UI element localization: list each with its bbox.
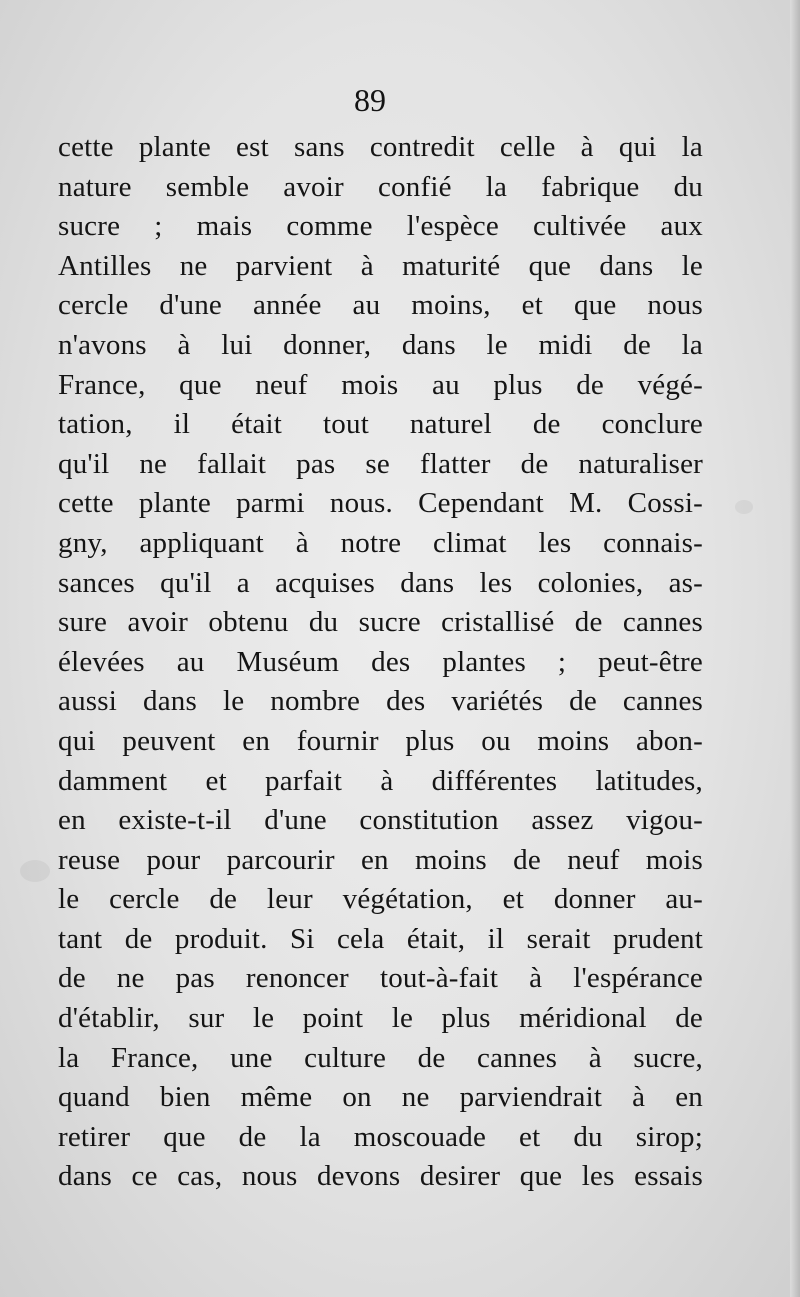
- paper-smudge: [735, 500, 753, 514]
- text-line: reuse pour parcourir en moins de neuf mois: [58, 843, 703, 876]
- paper-smudge: [20, 860, 50, 882]
- text-line: élevées au Muséum des plantes ; peut-être: [58, 645, 703, 678]
- text-line: de ne pas renoncer tout-à-fait à l'espérance: [58, 962, 703, 995]
- text-line: cette plante est sans contredit celle à qui la: [58, 131, 703, 163]
- text-line: retirer que de la moscouade et du sirop;: [58, 1120, 703, 1153]
- text-line: qu'il ne fallait pas se flatter de naturaliser: [58, 447, 703, 480]
- text-line: gny, appliquant à notre climat les connais-: [58, 526, 703, 559]
- text-line: cercle d'une année au moins, et que nous: [58, 289, 703, 322]
- text-line: cette plante parmi nous. Cependant M. Cossi-: [58, 487, 703, 520]
- page-number: 89: [354, 82, 386, 118]
- text-line: n'avons à lui donner, dans le midi de la: [58, 328, 703, 361]
- text-line: quand bien même on ne parviendrait à en: [58, 1081, 703, 1114]
- text-line: en existe-t-il d'une constitution assez vigou-: [58, 804, 703, 837]
- text-line: tant de produit. Si cela était, il serait prudent: [58, 922, 703, 955]
- text-line: dans ce cas, nous devons desirer que les essais: [58, 1160, 703, 1193]
- text-line: aussi dans le nombre des variétés de cannes: [58, 685, 703, 718]
- text-line: Antilles ne parvient à maturité que dans le: [58, 249, 703, 282]
- text-line: tation, il était tout naturel de conclure: [58, 408, 703, 441]
- page-edge: [790, 0, 800, 1297]
- text-line: le cercle de leur végétation, et donner au-: [58, 883, 703, 916]
- body-text: [58, 128, 703, 1197]
- text-line: damment et parfait à différentes latitudes,: [58, 764, 703, 797]
- text-line: d'établir, sur le point le plus méridional de: [58, 1002, 703, 1035]
- text-line: sances qu'il a acquises dans les colonies, as-: [58, 566, 703, 599]
- text-line: qui peuvent en fournir plus ou moins abon-: [58, 724, 703, 757]
- text-line: nature semble avoir confié la fabrique du: [58, 170, 703, 203]
- text-line: France, que neuf mois au plus de végé-: [58, 368, 703, 401]
- text-line: la France, une culture de cannes à sucre,: [58, 1041, 703, 1074]
- text-line: sure avoir obtenu du sucre cristallisé de cannes: [58, 606, 703, 639]
- text-line: sucre ; mais comme l'espèce cultivée aux: [58, 210, 703, 243]
